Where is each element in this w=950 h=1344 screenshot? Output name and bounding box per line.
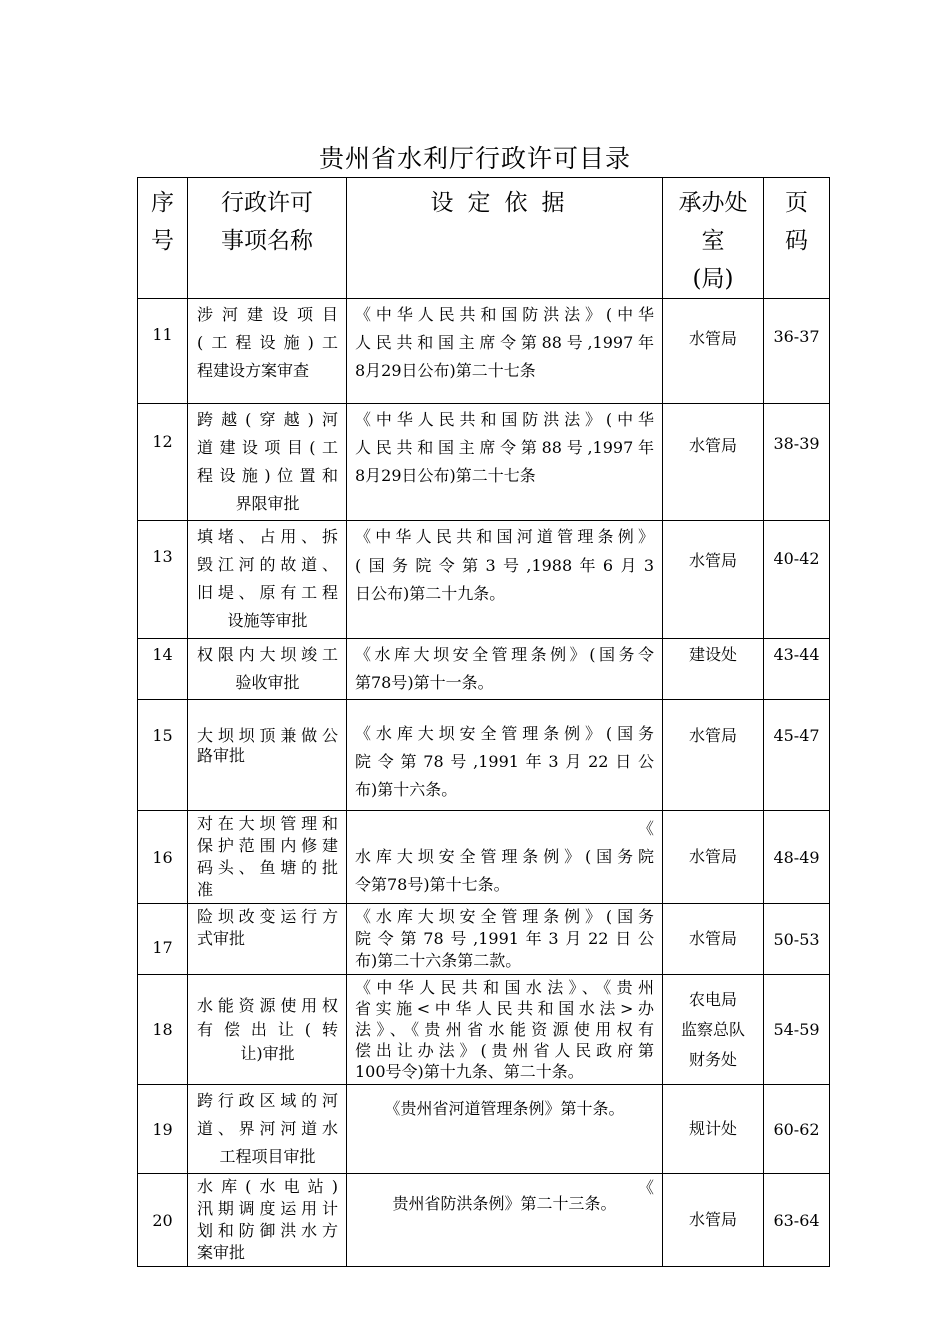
header-basis: 设定依据 xyxy=(347,178,663,299)
table-row xyxy=(138,904,830,975)
row-page: 50-53 xyxy=(764,904,830,975)
row-no: 15 xyxy=(138,700,188,811)
page-title: 贵州省水利厅行政许可目录 xyxy=(318,144,631,173)
table-header-row xyxy=(138,178,830,299)
row-dept: 规计处 xyxy=(663,1085,764,1174)
permit-table xyxy=(137,177,830,1267)
row-page: 38-39 xyxy=(764,404,830,521)
row-page: 36-37 xyxy=(764,299,830,404)
row-no: 20 xyxy=(138,1174,188,1267)
row-dept: 水管局 xyxy=(663,700,764,811)
row-dept: 水管局 xyxy=(663,811,764,904)
header-page: 页 码 xyxy=(764,178,830,299)
row-name: 权限内大坝竣工 验收审批 xyxy=(188,639,347,700)
row-basis: 《贵州省河道管理条例》第十条。 xyxy=(347,1085,663,1174)
header-no: 序 号 xyxy=(138,178,188,299)
row-no: 13 xyxy=(138,521,188,639)
table-row xyxy=(138,975,830,1085)
table-row xyxy=(138,811,830,904)
row-no: 18 xyxy=(138,975,188,1085)
row-name: 跨行政区域的河 道、界河河道水 工程项目审批 xyxy=(188,1085,347,1174)
row-name: 跨越(穿越)河 道建设项目(工 程设施)位置和 界限审批 xyxy=(188,404,347,521)
row-basis: 《水库大坝安全管理条例》(国务 院令第78号,1991年3月22日公 布)第十六条。 xyxy=(347,700,663,811)
row-basis: 《中华人民共和国防洪法》(中华 人民共和国主席令第88号,1997年 8月29日公布)第二十七条 xyxy=(347,404,663,521)
row-page: 60-62 xyxy=(764,1085,830,1174)
row-page: 43-44 xyxy=(764,639,830,700)
row-dept: 建设处 xyxy=(663,639,764,700)
row-page: 48-49 xyxy=(764,811,830,904)
row-basis: 《 水库大坝安全管理条例》(国务院 令第78号)第十七条。 xyxy=(347,811,663,904)
row-no: 11 xyxy=(138,299,188,404)
row-no: 14 xyxy=(138,639,188,700)
table-row xyxy=(138,1174,830,1267)
row-dept: 水管局 xyxy=(663,521,764,639)
table-row xyxy=(138,700,830,811)
row-no: 16 xyxy=(138,811,188,904)
row-name: 涉河建设项目 (工程设施)工 程建设方案审查 xyxy=(188,299,347,404)
row-no: 17 xyxy=(138,904,188,975)
row-dept: 水管局 xyxy=(663,404,764,521)
row-dept: 水管局 xyxy=(663,904,764,975)
row-page: 40-42 xyxy=(764,521,830,639)
table-row xyxy=(138,299,830,404)
table-row xyxy=(138,521,830,639)
row-name: 填堵、占用、拆 毁江河的故道、 旧堤、原有工程 设施等审批 xyxy=(188,521,347,639)
row-basis: 《水库大坝安全管理条例》(国务 院令第78号,1991年3月22日公 布)第二十六条第二款。 xyxy=(347,904,663,975)
row-name: 险坝改变运行方 式审批 xyxy=(188,904,347,975)
row-name: 水能资源使用权 有偿出让(转 让)审批 xyxy=(188,975,347,1085)
row-basis: 《中华人民共和国防洪法》(中华 人民共和国主席令第88号,1997年 8月29日公布)第二十七条 xyxy=(347,299,663,404)
row-page: 63-64 xyxy=(764,1174,830,1267)
row-page: 45-47 xyxy=(764,700,830,811)
row-page: 54-59 xyxy=(764,975,830,1085)
row-no: 12 xyxy=(138,404,188,521)
row-no: 19 xyxy=(138,1085,188,1174)
header-dept: 承办处 室 (局) xyxy=(663,178,764,299)
row-name: 大坝坝顶兼做公 路审批 xyxy=(188,700,347,811)
table-row xyxy=(138,404,830,521)
row-dept: 水管局 xyxy=(663,299,764,404)
row-basis: 《中华人民共和国水法》、《贵州 省实施<中华人民共和国水法>办 法》、《贵州省水能资源使用权有 偿出让办法》(贵州省人民政府第 100号令)第十九条、第二十条。 xyxy=(347,975,663,1085)
row-basis: 《 贵州省防洪条例》第二十三条。 xyxy=(347,1174,663,1267)
table-row xyxy=(138,1085,830,1174)
row-basis: 《水库大坝安全管理条例》(国务令 第78号)第十一条。 xyxy=(347,639,663,700)
row-name: 水库(水电站) 汛期调度运用计 划和防御洪水方 案审批 xyxy=(188,1174,347,1267)
row-name: 对在大坝管理和 保护范围内修建 码头、鱼塘的批 准 xyxy=(188,811,347,904)
row-dept: 水管局 xyxy=(663,1174,764,1267)
row-basis: 《中华人民共和国河道管理条例》 (国务院令第3号,1988年6月3 日公布)第二十九条。 xyxy=(347,521,663,639)
header-name: 行政许可 事项名称 xyxy=(188,178,347,299)
row-dept: 农电局 监察总队 财务处 xyxy=(663,975,764,1085)
table-row xyxy=(138,639,830,700)
